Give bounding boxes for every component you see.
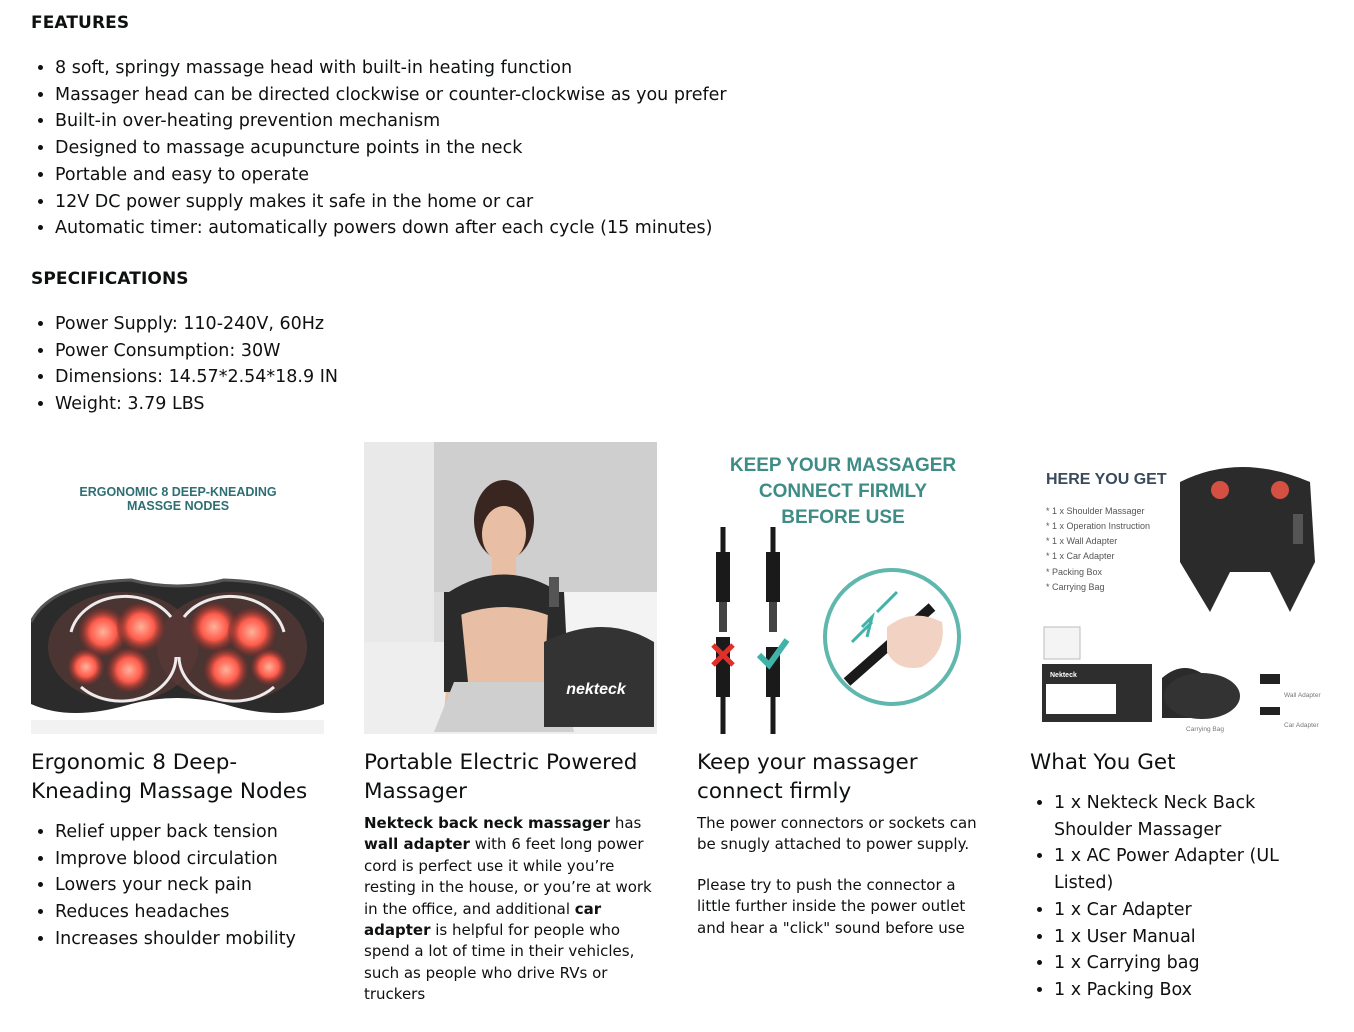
module-what-you-get-title: What You Get: [1030, 750, 1176, 775]
module-nodes-bullets: [31, 819, 326, 953]
package-contents-image[interactable]: [1030, 442, 1323, 734]
feature-item: • Portable and easy to operate: [55, 162, 727, 189]
here-you-get-heading: HERE YOU GET: [1046, 471, 1167, 488]
list-item: • Increases shoulder mobility: [55, 926, 326, 953]
list-item: • 1 x Packing Box: [1054, 977, 1325, 1004]
car-adapter-label: Car Adapter: [1284, 722, 1319, 729]
massage-nodes-illustration: [31, 442, 324, 734]
module-nodes: [31, 442, 326, 953]
spec-item: • Power Supply: 110-240V, 60Hz: [55, 311, 338, 338]
feature-item: • Automatic timer: automatically powers down after each cycle (15 minutes): [55, 215, 727, 242]
feature-item: • 8 soft, springy massage head with built-in heating function: [55, 55, 727, 82]
desc-text: with 6 feet long power cord is perfect use it while you’re resting in the house, or you’re at work in the office, and additional: [364, 835, 652, 918]
image-list-item: * 1 x Operation Instruction: [1046, 521, 1151, 531]
module-what-you-get-bullets: [1030, 790, 1325, 1004]
module-connect-description: [697, 813, 992, 939]
image-list-item: * 1 x Wall Adapter: [1046, 536, 1118, 546]
list-item: • 1 x User Manual: [1054, 924, 1325, 951]
list-item: • 1 x Car Adapter: [1054, 897, 1325, 924]
connect-caption-line3: BEFORE USE: [781, 507, 905, 528]
specifications-list: [31, 311, 338, 418]
connector-illustration: [697, 442, 990, 734]
package-contents-illustration: [1030, 442, 1323, 734]
feature-item: • Designed to massage acupuncture points in the neck: [55, 135, 727, 162]
woman-using-massager-image[interactable]: [364, 442, 657, 734]
carrying-bag-label: Carrying Bag: [1186, 726, 1224, 733]
image-list-item: * 1 x Shoulder Massager: [1046, 506, 1145, 516]
features-list: [31, 55, 727, 242]
list-item: • Reduces headaches: [55, 899, 326, 926]
list-item: • Improve blood circulation: [55, 846, 326, 873]
box-brand-label: Nekteck: [1050, 672, 1077, 679]
nodes-caption-line2: MASSGE NODES: [126, 499, 230, 513]
connect-caption-line2: CONNECT FIRMLY: [758, 481, 928, 502]
module-portable: [364, 442, 659, 1006]
module-connect: [697, 442, 992, 939]
desc-text: is helpful for people who spend a lot of time in their vehicles, such as people who drive RVs or truckers: [364, 921, 635, 1004]
wall-adapter-label: Wall Adapter: [1284, 692, 1321, 699]
desc-paragraph: The power connectors or sockets can be snugly attached to power supply.: [697, 814, 977, 854]
specifications-heading: SPECIFICATIONS: [31, 269, 189, 289]
spec-item: • Power Consumption: 30W: [55, 338, 338, 365]
module-portable-description: [364, 813, 659, 1006]
massage-nodes-image[interactable]: [31, 442, 324, 734]
list-item: • Relief upper back tension: [55, 819, 326, 846]
list-item: • Lowers your neck pain: [55, 872, 326, 899]
desc-bold: wall adapter: [364, 835, 470, 854]
feature-item: • Built-in over-heating prevention mechanism: [55, 108, 727, 135]
image-list-item: * Packing Box: [1046, 567, 1103, 577]
desc-bold: car adapter: [364, 899, 602, 940]
feature-item: • 12V DC power supply makes it safe in the home or car: [55, 189, 727, 216]
list-item: • 1 x Carrying bag: [1054, 950, 1325, 977]
nodes-caption-line1: ERGONOMIC 8 DEEP-KNEADING: [79, 485, 277, 499]
module-portable-title: Portable Electric Powered Massager: [364, 750, 638, 804]
connector-image[interactable]: [697, 442, 990, 734]
module-what-you-get: [1030, 442, 1325, 1004]
spec-item: • Dimensions: 14.57*2.54*18.9 IN: [55, 364, 338, 391]
connect-caption-line1: KEEP YOUR MASSAGER: [729, 455, 957, 476]
desc-text: has: [610, 814, 642, 832]
image-list-item: * Carrying Bag: [1046, 582, 1105, 592]
woman-using-massager-illustration: [364, 442, 657, 734]
desc-paragraph: Please try to push the connector a little further inside the power outlet and hear a "click" sound before use: [697, 875, 966, 937]
module-nodes-title: Ergonomic 8 Deep-Kneading Massage Nodes: [31, 750, 308, 804]
features-heading: FEATURES: [31, 13, 130, 33]
feature-item: • Massager head can be directed clockwise or counter-clockwise as you prefer: [55, 82, 727, 109]
image-list-item: * 1 x Car Adapter: [1046, 551, 1115, 561]
desc-bold: Nekteck back neck massager: [364, 814, 611, 832]
module-connect-title: Keep your massager connect firmly: [697, 750, 918, 804]
bag-brand-label: nekteck: [566, 681, 626, 698]
spec-item: • Weight: 3.79 LBS: [55, 391, 338, 418]
list-item: • 1 x AC Power Adapter (UL Listed): [1054, 843, 1325, 896]
list-item: • 1 x Nekteck Neck Back Shoulder Massager: [1054, 790, 1325, 843]
